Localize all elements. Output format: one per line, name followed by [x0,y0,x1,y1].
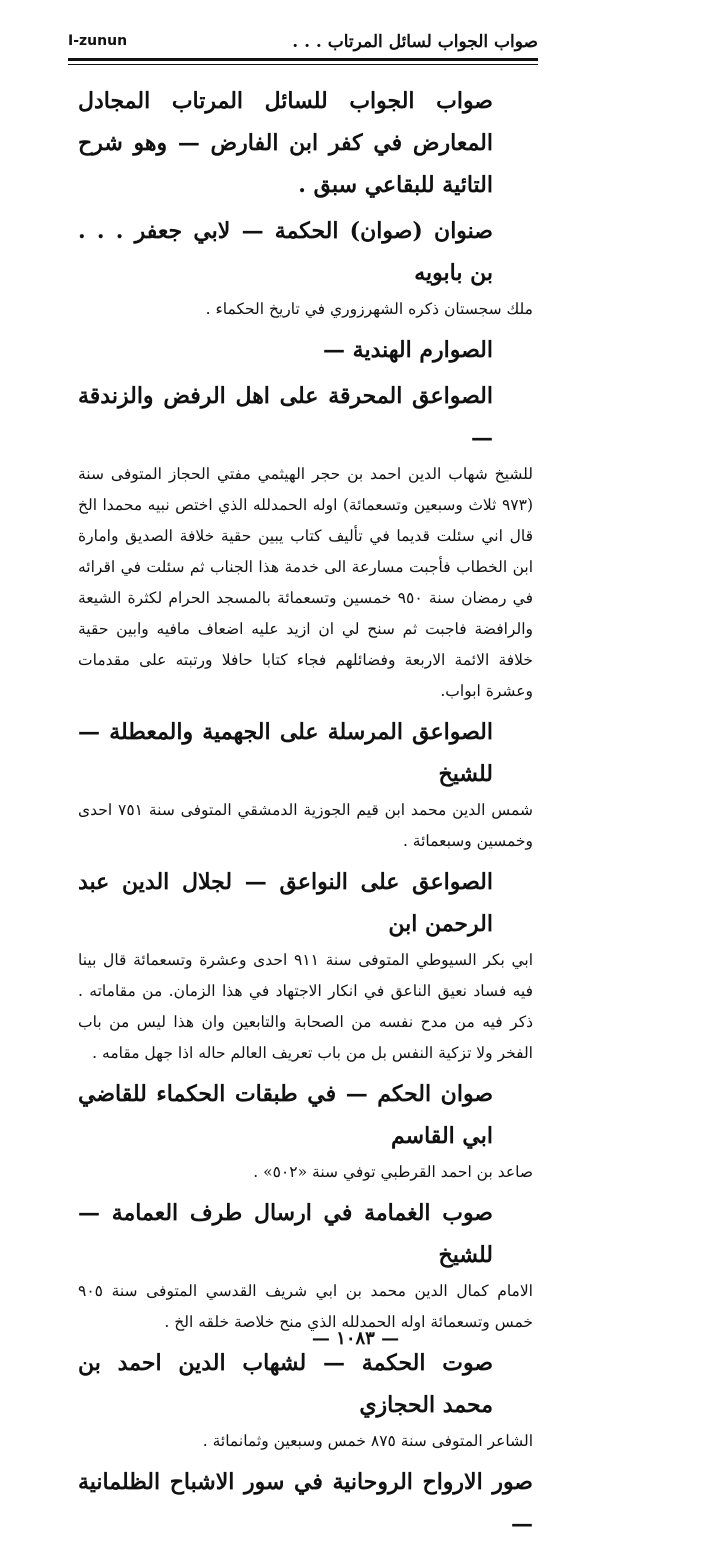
entry-body: الامام كمال الدين محمد بن ابي شريف القدسي المتوفى سنة ٩٠٥ خمس وتسعمائة اوله الحمدلله الذي منح خلاصة خلقه الخ . [78,1282,533,1331]
entry [78,711,533,857]
entry-body: ملك سجستان ذكره الشهرزوري في تاريخ الحكماء . [205,300,533,318]
entry [78,861,533,1069]
entry [78,80,533,206]
entry [78,375,533,707]
header-label: I-zunun [68,33,128,49]
entry-heading: صوت الحكمة — لشهاب الدين احمد بن محمد الحجازي [78,1350,493,1418]
entry-body: شمس الدين محمد ابن قيم الجوزية الدمشقي المتوفى سنة ٧٥١ احدى وخمسين وسبعمائة . [78,801,533,850]
entry-heading: الصواعق المحرقة على اهل الرفض والزندقة — [78,383,493,451]
entry-heading: صوان الحكم — في طبقات الحكماء للقاضي ابي القاسم [78,1081,493,1149]
entry [78,210,533,325]
entry [78,329,533,371]
entry-heading: الصواعق على النواعق — لجلال الدين عبد الرحمن ابن [78,869,493,937]
page-number: — ١٠٨٣ — [311,1328,400,1349]
entry-body: صاعد بن احمد القرطبي توفي سنة «٥٠٢» . [253,1163,533,1181]
entry [78,1342,533,1457]
entry-body: الشاعر المتوفى سنة ٨٧٥ خمس وسبعين وثمانمائة . [202,1432,533,1450]
entry [78,1073,533,1188]
entry [78,1461,533,1545]
entry-body: ابي بكر السيوطي المتوفى سنة ٩١١ احدى وعشرة وتسعمائة قال بينا فيه فساد نعيق الناعق في انكار الاجتهاد في هذا الزمان. من مقاماته . ذكر فيه من مدح نفسه من الصحابة والتابعين وان هذا ليس من باب الفخر ولا تزكية النفس بل من باب تعريف العالم حاله اذا جهل مقامه . [78,951,533,1062]
header-rule-thick [68,58,538,61]
header-rule-thin [68,64,538,65]
entry-body: للشيخ شهاب الدين احمد بن حجر الهيثمي مفتي الحجاز المتوفى سنة (٩٧٣ ثلاث وسبعين وتسعمائة) اوله الحمدلله الذي اختص نبيه محمدا الخ قال اني سئلت قديما في تأليف كتاب يبين حقية خلافة الصديق وامارة ابن الخطاب فأجبت مسارعة الى خدمة هذا الجناب ثم سئلت في اقرائه في رمضان سنة ٩٥٠ خمسين وتسعمائة بالمسجد الحرام لكثرة الشيعة والرافضة فاجبت ثم سنح لي ان ازيد عليه اضعاف مافيه وابين حقية خلافة الائمة الاربعة وفضائلهم فجاء كتابا حافلا ورتبته على مقدمات وعشرة ابواب. [78,465,534,700]
entry-heading: الصواعق المرسلة على الجهمية والمعطلة — للشيخ [78,719,493,787]
entry-heading: صنوان (صوان) الحكمة — لابي جعفر . . . بن بابويه [78,218,493,286]
entry [78,1192,533,1338]
header-title: صواب الجواب لسائل المرتاب . . . [292,32,538,52]
entry-heading: صواب الجواب للسائل المرتاب المجادل المعارض في كفر ابن الفارض — وهو شرح التائية للبقاعي سبق . [78,88,493,198]
entry-heading: صور الارواح الروحانية في سور الاشباح الظلمانية — [78,1469,533,1537]
running-header [68,30,538,56]
entry-heading: الصوارم الهندية — [323,337,493,363]
entry-heading: صوب الغمامة في ارسال طرف العمامة — للشيخ [78,1200,493,1268]
